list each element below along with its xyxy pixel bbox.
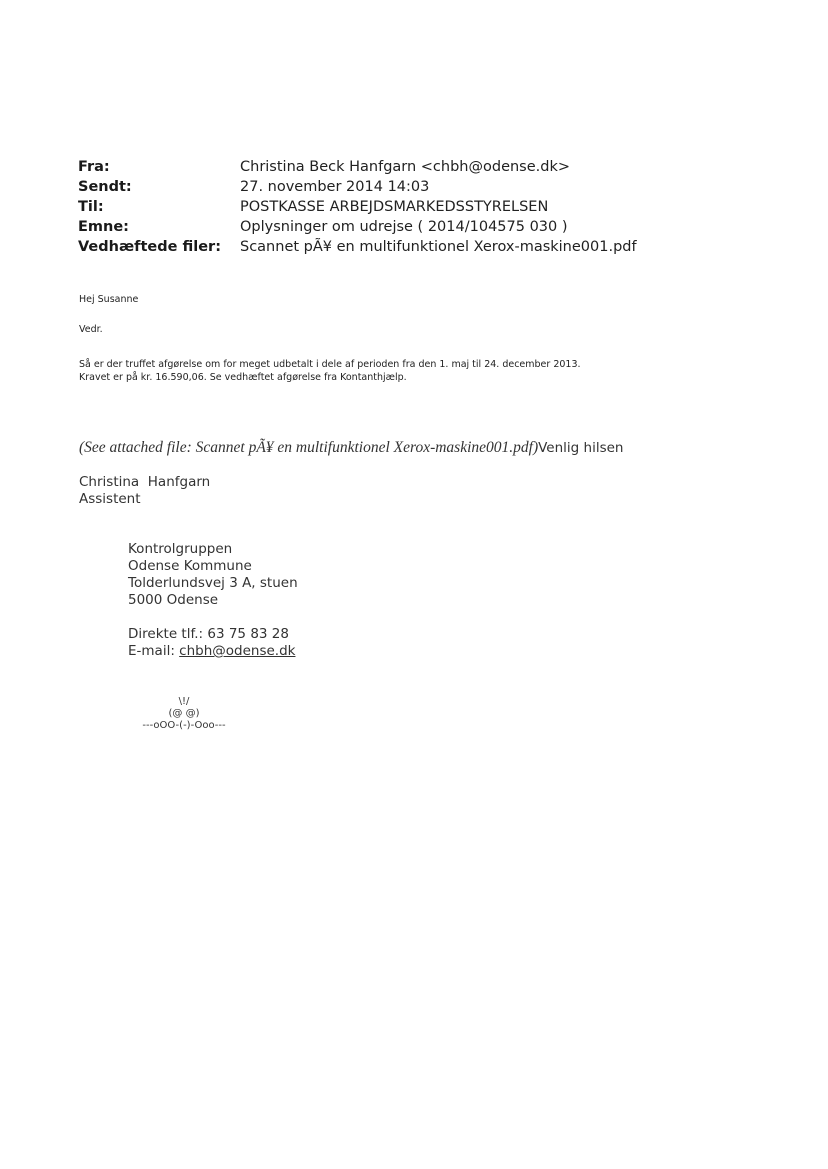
email-link[interactable]: chbh@odense.dk bbox=[179, 643, 296, 659]
header-row-subject bbox=[78, 217, 778, 237]
from-value: Christina Beck Hanfgarn <chbh@odense.dk> bbox=[240, 159, 571, 175]
sent-label: Sendt: bbox=[78, 179, 132, 195]
ascii-art bbox=[134, 696, 234, 732]
regarding-label: Vedr. bbox=[79, 324, 103, 335]
subject-label: Emne: bbox=[78, 219, 129, 235]
attachments-label: Vedhæftede filer: bbox=[78, 239, 221, 255]
body-paragraph-line-2: Kravet er på kr. 16.590,06. Se vedhæftet afgørelse fra Kontanthjælp. bbox=[79, 371, 407, 383]
header-row-from bbox=[78, 157, 778, 177]
body-paragraph-line-1: Så er der truffet afgørelse om for meget udbetalt i dele af perioden fra den 1. maj til 24. december 2013. bbox=[79, 359, 581, 370]
contact-block bbox=[128, 626, 295, 660]
header-row-attachments bbox=[78, 237, 778, 257]
attachment-note: (See attached file: Scannet pÃ¥ en multifunktionel Xerox-maskine001.pdf) bbox=[79, 439, 539, 456]
attachments-value: Scannet pÃ¥ en multifunktionel Xerox-maskine001.pdf bbox=[240, 239, 637, 255]
from-label: Fra: bbox=[78, 159, 110, 175]
address-dept: Kontrolgruppen bbox=[128, 541, 233, 557]
to-value: POSTKASSE ARBEJDSMARKEDSSTYRELSEN bbox=[240, 199, 549, 215]
ascii-line-3: ---oOO-(-)-Ooo--- bbox=[142, 720, 226, 731]
phone-number: 63 75 83 28 bbox=[207, 626, 289, 642]
address-street: Tolderlundsvej 3 A, stuen bbox=[128, 575, 298, 591]
email-label: E-mail: bbox=[128, 643, 175, 659]
closing-text: Venlig hilsen bbox=[538, 440, 624, 456]
signature-block bbox=[79, 474, 210, 508]
signature-title: Assistent bbox=[79, 491, 141, 507]
header-row-sent bbox=[78, 177, 778, 197]
to-label: Til: bbox=[78, 199, 104, 215]
email-line bbox=[128, 643, 295, 660]
phone-label: Direkte tlf.: bbox=[128, 626, 204, 642]
address-block bbox=[128, 541, 298, 609]
greeting: Hej Susanne bbox=[79, 294, 139, 305]
address-org: Odense Kommune bbox=[128, 558, 252, 574]
attachment-note-line bbox=[79, 438, 624, 458]
email-header bbox=[78, 157, 778, 257]
address-city: 5000 Odense bbox=[128, 592, 219, 608]
subject-value: Oplysninger om udrejse ( 2014/104575 030 ) bbox=[240, 219, 568, 235]
header-row-to bbox=[78, 197, 778, 217]
phone-line bbox=[128, 626, 295, 643]
body-paragraph bbox=[79, 359, 581, 384]
sent-value: 27. november 2014 14:03 bbox=[240, 179, 430, 195]
signature-name: Christina Hanfgarn bbox=[79, 474, 211, 490]
ascii-line-1: \!/ bbox=[178, 696, 190, 707]
ascii-line-2: (@ @) bbox=[168, 708, 200, 719]
